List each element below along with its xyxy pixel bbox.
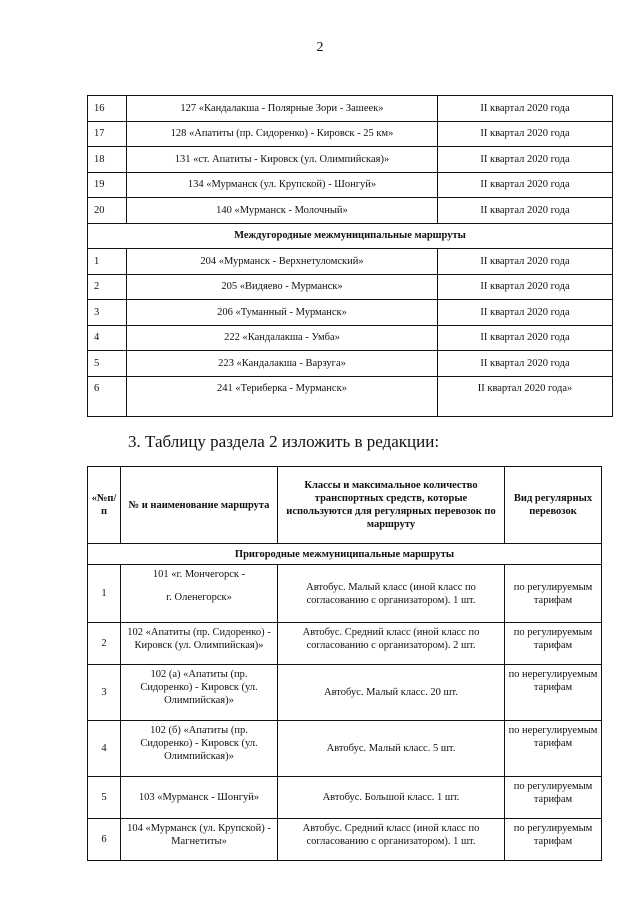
route-period: II квартал 2020 года (438, 121, 613, 147)
table-row (88, 249, 613, 275)
transport-type: по регулируемым тарифам (505, 565, 602, 623)
route-period: II квартал 2020 года (438, 172, 613, 198)
route-name: 131 «ст. Апатиты - Кировск (ул. Олимпийская)» (127, 147, 438, 173)
transport-type: по нерегулируемым тарифам (505, 721, 602, 777)
section-title: Междугородные межмуниципальные маршруты (88, 223, 613, 249)
route-name: 128 «Апатиты (пр. Сидоренко) - Кировск - 25 км» (127, 121, 438, 147)
transport-type: по регулируемым тарифам (505, 777, 602, 819)
table-row (88, 819, 602, 861)
route-period: II квартал 2020 года (438, 198, 613, 224)
route-name-line-2: г. Оленегорск» (166, 592, 232, 603)
route-name: 102 «Апатиты (пр. Сидоренко) - Кировск (ул. Олимпийская)» (121, 623, 278, 665)
vehicle-classes: Автобус. Малый класс. 20 шт. (278, 665, 505, 721)
table-row (88, 325, 613, 351)
vehicle-classes: Автобус. Средний класс (иной класс по согласованию с организатором). 2 шт. (278, 623, 505, 665)
row-number: 3 (88, 665, 121, 721)
header-route: № и наименование маршрута (121, 467, 278, 544)
header-type: Вид регулярных перевозок (505, 467, 602, 544)
transport-type: по регулируемым тарифам (505, 819, 602, 861)
section-row (88, 544, 602, 565)
vehicle-classes: Автобус. Малый класс (иной класс по согласованию с организатором). 1 шт. (278, 565, 505, 623)
route-name: 205 «Видяево - Мурманск» (127, 274, 438, 300)
route-name: 206 «Туманный - Мурманск» (127, 300, 438, 326)
row-number: 2 (88, 274, 127, 300)
section-title: Пригородные межмуниципальные маршруты (88, 544, 602, 565)
route-name: 104 «Мурманск (ул. Крупской) - Магнетиты» (121, 819, 278, 861)
route-name: 241 «Териберка - Мурманск» (127, 376, 438, 416)
table-row (88, 198, 613, 224)
row-number: 1 (88, 249, 127, 275)
row-number: 6 (88, 819, 121, 861)
route-period: II квартал 2020 года» (438, 376, 613, 416)
route-period: II квартал 2020 года (438, 274, 613, 300)
route-period: II квартал 2020 года (438, 325, 613, 351)
row-number: 6 (88, 376, 127, 416)
table-row (88, 777, 602, 819)
row-number: 20 (88, 198, 127, 224)
route-name: 140 «Мурманск - Молочный» (127, 198, 438, 224)
row-number: 18 (88, 147, 127, 173)
row-number: 4 (88, 721, 121, 777)
vehicle-classes: Автобус. Средний класс (иной класс по согласованию с организатором). 1 шт. (278, 819, 505, 861)
route-name: 102 (б) «Апатиты (пр. Сидоренко) - Кировск (ул. Олимпийская)» (121, 721, 278, 777)
row-number: 1 (88, 565, 121, 623)
header-num: «№п/п (88, 467, 121, 544)
table-row (88, 274, 613, 300)
vehicle-classes: Автобус. Малый класс. 5 шт. (278, 721, 505, 777)
page-number: 2 (316, 40, 324, 55)
route-name-line-1: 101 «г. Мончегорск - (152, 569, 246, 580)
table-row (88, 665, 602, 721)
header-classes: Классы и максимальное количество транспортных средств, которые используются для регулярных перевозок по маршруту (278, 467, 505, 544)
row-number: 2 (88, 623, 121, 665)
route-name: 103 «Мурманск - Шонгуй» (121, 777, 278, 819)
row-number: 17 (88, 121, 127, 147)
route-name: 204 «Мурманск - Верхнетуломский» (127, 249, 438, 275)
row-number: 5 (88, 777, 121, 819)
routes-schedule-table (87, 95, 613, 417)
table-row (88, 172, 613, 198)
table-row (88, 376, 613, 416)
table-row (88, 147, 613, 173)
transport-type: по регулируемым тарифам (505, 623, 602, 665)
transport-type: по нерегулируемым тарифам (505, 665, 602, 721)
row-number: 5 (88, 351, 127, 377)
route-name: 134 «Мурманск (ул. Крупской) - Шонгуй» (127, 172, 438, 198)
route-period: II квартал 2020 года (438, 300, 613, 326)
table-row (88, 121, 613, 147)
vehicle-classes: Автобус. Большой класс. 1 шт. (278, 777, 505, 819)
table-row (88, 300, 613, 326)
section-row (88, 223, 613, 249)
route-period: II квартал 2020 года (438, 351, 613, 377)
table-row (88, 565, 602, 623)
table-row (88, 721, 602, 777)
route-name: 127 «Кандалакша - Полярные Зори - Зашеек» (127, 96, 438, 122)
row-number: 4 (88, 325, 127, 351)
header-row (88, 467, 602, 544)
route-name: 102 (а) «Апатиты (пр. Сидоренко) - Кировск (ул. Олимпийская)» (121, 665, 278, 721)
route-name: 222 «Кандалакша - Умба» (127, 325, 438, 351)
routes-classes-table (87, 466, 602, 861)
table-row (88, 623, 602, 665)
route-period: II квартал 2020 года (438, 96, 613, 122)
route-period: II квартал 2020 года (438, 147, 613, 173)
row-number: 16 (88, 96, 127, 122)
route-period: II квартал 2020 года (438, 249, 613, 275)
route-name (121, 565, 278, 623)
row-number: 3 (88, 300, 127, 326)
table-row (88, 96, 613, 122)
row-number: 19 (88, 172, 127, 198)
table-row (88, 351, 613, 377)
section-heading: 3. Таблицу раздела 2 изложить в редакции: (128, 432, 440, 451)
route-name: 223 «Кандалакша - Варзуга» (127, 351, 438, 377)
